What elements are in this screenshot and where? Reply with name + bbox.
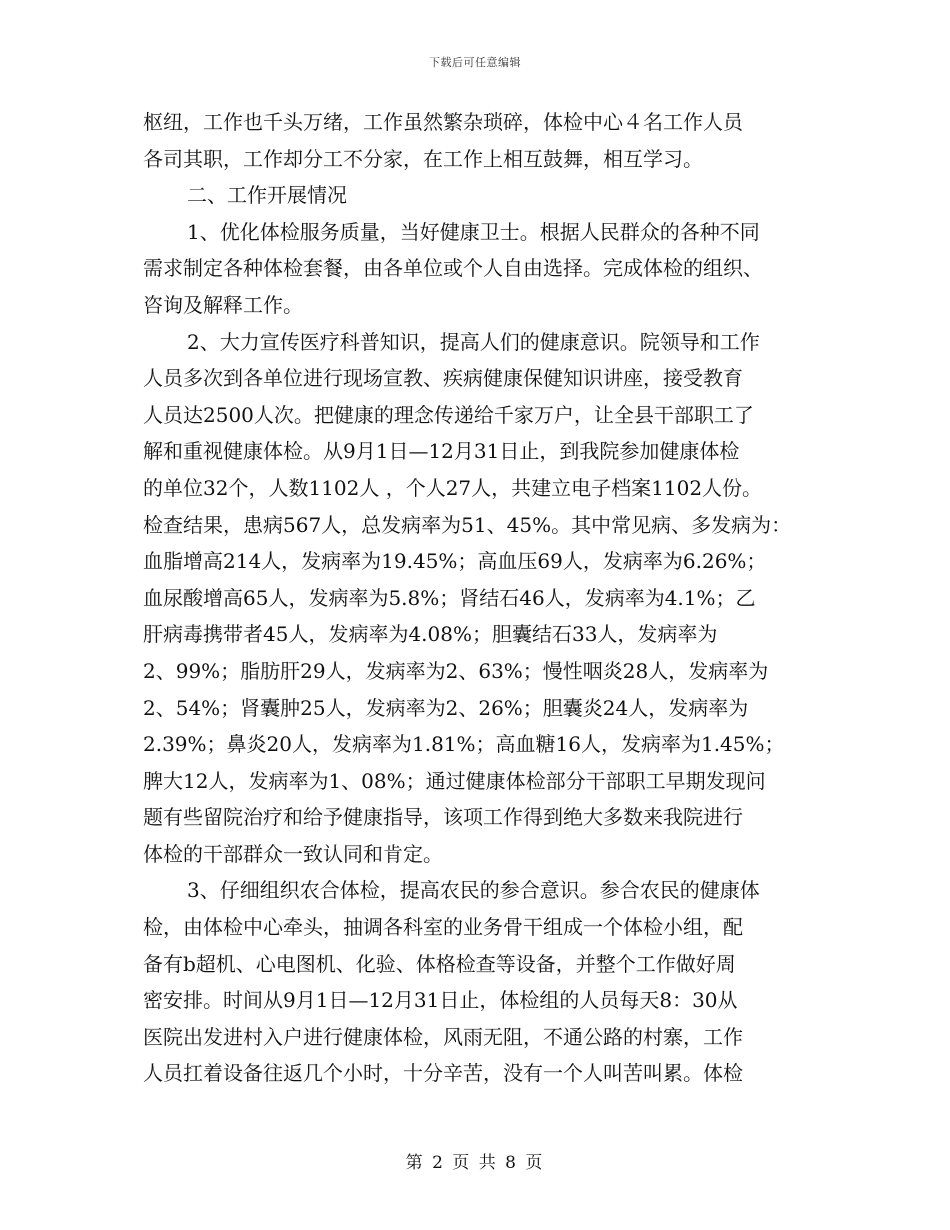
text-line: 的单位32个，人数1102人 ，个人27人，共建立电子档案1102人份。 (143, 475, 763, 500)
text-line: 1、优化体检服务质量，当好健康卫士。根据人民群众的各种不同 (187, 219, 760, 244)
text-line: 3、仔细组织农合体检，提高农民的参合意识。参合农民的健康体 (187, 878, 760, 903)
text-line: 体检的干部群众一致认同和肯定。 (143, 841, 443, 866)
text-line: 2.39%；鼻炎20人，发病率为1.81%；高血糖16人，发病率为1.45%； (143, 732, 785, 757)
text-line: 各司其职，工作却分工不分家，在工作上相互鼓舞，相互学习。 (143, 146, 703, 171)
text-line: 2、大力宣传医疗科普知识，提高人们的健康意识。院领导和工作 (187, 329, 760, 354)
text-line: 肝病毒携带者45人，发病率为4.08%；胆囊结石33人，发病率为 (143, 622, 718, 647)
document-body (143, 104, 815, 1092)
text-line: 人员达2500人次。把健康的理念传递给千家万户，让全县干部职工了 (143, 402, 754, 427)
text-line: 2、99%；脂肪肝29人，发病率为2、63%；慢性咽炎28人，发病率为 (143, 658, 769, 683)
text-line: 枢纽，工作也千头万绪，工作虽然繁杂琐碎，体检中心４名工作人员 (143, 110, 743, 134)
text-line: 血脂增高214人，发病率为19.45%；高血压69人，发病率为6.26%； (143, 549, 767, 574)
text-line: 解和重视健康体检。从9月1日—12月31日止，到我院参加健康体检 (143, 439, 740, 464)
text-line: 医院出发进村入户进行健康体检，风雨无阻，不通公路的村寨，工作 (143, 1024, 743, 1049)
page-header: 下载后可任意编辑 (429, 56, 521, 69)
text-line: 人员多次到各单位进行现场宣教、疾病健康保健知识讲座，接受教育 (143, 366, 743, 391)
text-line: 检查结果，患病567人，总发病率为51、45%。其中常见病、多发病为： (143, 512, 792, 537)
text-line: 脾大12人，发病率为1、08%；通过健康体检部分干部职工早期发现问 (143, 768, 766, 793)
text-line: 检，由体检中心牵头，抽调各科室的业务骨干组成一个体检小组，配 (143, 915, 743, 940)
text-line: 2、54%；肾囊肿25人，发病率为2、26%；胆囊炎24人，发病率为 (143, 695, 749, 720)
page-footer: 第 2 页 共 8 页 (405, 1153, 545, 1173)
section-heading: 二、工作开展情况 (187, 183, 347, 208)
text-line: 血尿酸增高65人，发病率为5.8%；肾结石46人，发病率为4.1%；乙 (143, 585, 756, 610)
text-line: 题有些留院治疗和给予健康指导，该项工作得到绝大多数来我院进行 (143, 805, 743, 830)
text-line: 人员扛着设备往返几个小时，十分辛苦，没有一个人叫苦叫累。体检 (143, 1061, 743, 1086)
text-line: 需求制定各种体检套餐，由各单位或个人自由选择。完成体检的组织、 (143, 256, 763, 281)
text-line: 备有b超机、心电图机、化验、体格检查等设备，并整个工作做好周 (143, 951, 736, 976)
text-line: 密安排。时间从9月1日—12月31日止，体检组的人员每天8：30从 (143, 988, 738, 1013)
text-line: 咨询及解释工作。 (143, 292, 303, 317)
